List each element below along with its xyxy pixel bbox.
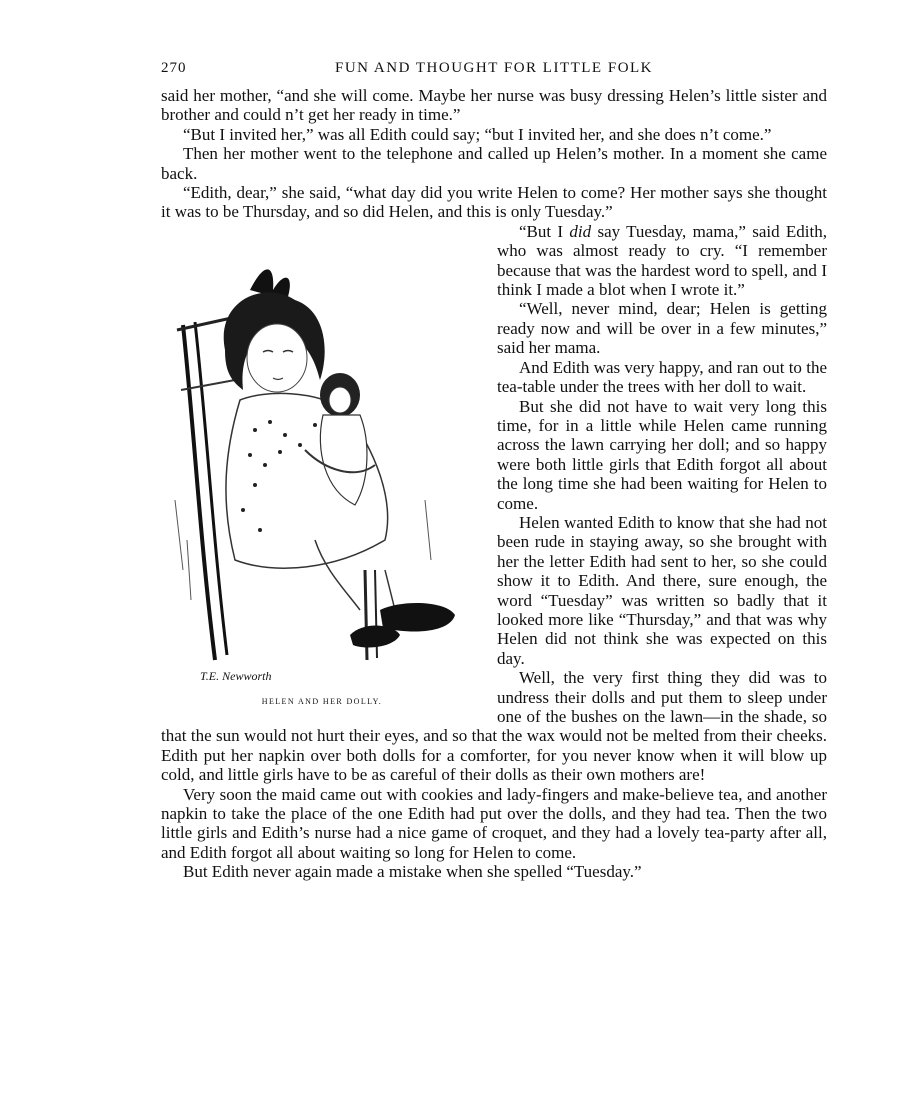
paragraph: Then her mother went to the telephone and called up Helen’s mother. In a moment she came back.: [161, 144, 827, 183]
paragraph-intro-figure: [161, 183, 827, 222]
paragraph-text: “Edith, dear,” she said, “what day did you write Helen to come? Her mother says she thought it was to be Thursday, and so did Helen, and this is only Tuesday.”: [161, 183, 827, 222]
paragraph: “Well, never mind, dear; Helen is getting ready now and will be over in a few minutes,” said her mama.: [497, 299, 827, 358]
paragraph: But Edith never again made a mistake when she spelled “Tuesday.”: [183, 862, 642, 882]
paragraph: Well, the very first thing they did was to undress their dolls and put them to sleep under one of the bushes on the lawn—in the shade, so that the sun would not hurt their eyes, and so that the wax would not be melted from their cheeks. Edith put her napkin over both dolls for a comforter, for you never know when it will blow up cold, and little girls have to be as careful of their dolls as their own mothers are!: [161, 668, 827, 785]
emphasis: did: [569, 221, 592, 241]
paragraph-text: “But I: [519, 221, 570, 241]
page-number: 270: [161, 60, 187, 76]
book-page: [161, 0, 827, 1093]
running-title: FUN AND THOUGHT FOR LITTLE FOLK: [334, 60, 654, 76]
paragraph: “But I invited her,” was all Edith could say; “but I invited her, and she does n’t come.”: [183, 124, 772, 144]
page-header: [161, 60, 827, 82]
girl-with-doll-illustration: [155, 240, 489, 690]
artist-signature: T.E. Newworth: [200, 668, 272, 683]
paragraph: Helen wanted Edith to know that she had not been rude in staying away, so she brought with her the letter Edith had sent to her, so she could show it to Edith. And there, sure enough, the word “Tuesday” was written so badly that it looked more like “Thursday,” and that was why Helen did not think she was expected on this day.: [497, 512, 827, 668]
paragraph-text: say Tuesday, mama,” said Edith, who was almost ready to cry. “I remember because that was the hardest word to spell, and I think I made a blot when I wrote it.”: [497, 221, 827, 300]
paragraph: Very soon the maid came out with cookies and lady-fingers and make-believe tea, and another napkin to take the place of the one Edith had put over the dolls, and they had tea. Then the two little girls and Edith’s nurse had a nice game of croquet, and they had a lovely tea-party after all, and Edith forgot all about waiting so long for Helen to come.: [161, 784, 827, 862]
figure-caption: HELEN AND HER DOLLY.: [261, 696, 383, 706]
paragraph: said her mother, “and she will come. Maybe her nurse was busy dressing Helen’s little sister and brother and could n’t get her ready in time.”: [161, 86, 827, 125]
paragraph: And Edith was very happy, and ran out to the tea-table under the trees with her doll to wait.: [497, 357, 827, 397]
illustration: [155, 222, 489, 718]
body-text: [161, 86, 827, 882]
paragraph: But she did not have to wait very long this time, for in a little while Helen came running across the lawn carrying her doll; and so happy were both little girls that Edith forgot all about the long time she had been waiting for Helen to come.: [497, 396, 827, 513]
